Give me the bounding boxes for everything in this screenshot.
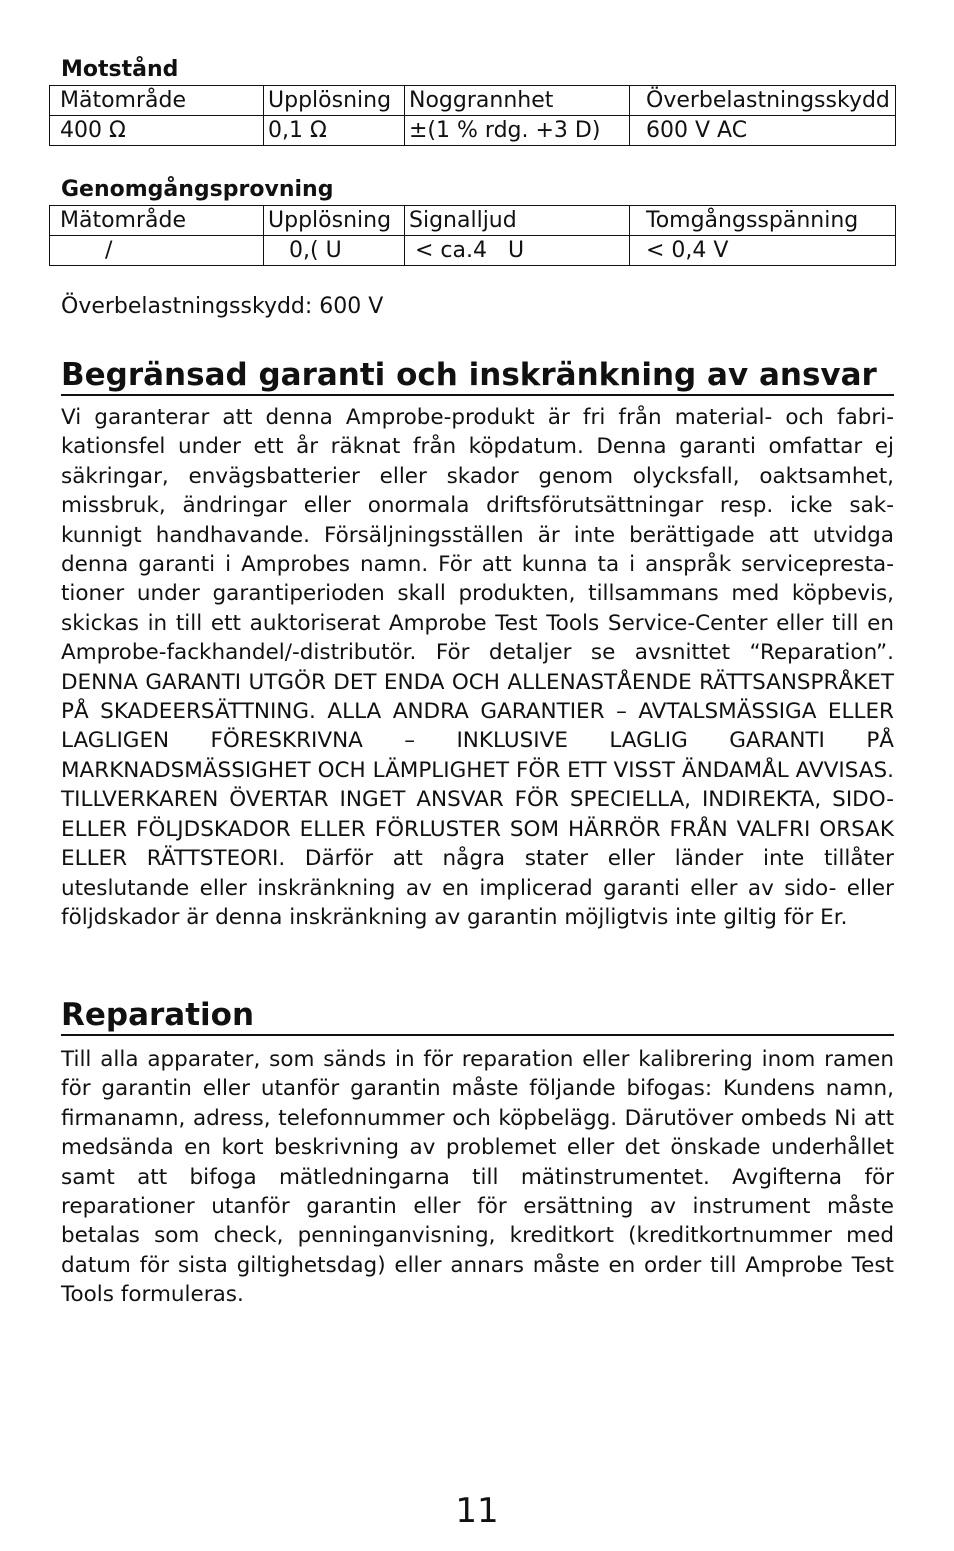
header-cell: Noggrannhet [405, 86, 630, 116]
page-number: 11 [455, 1491, 499, 1531]
resistance-table [49, 85, 896, 146]
table-cell: 0,1 Ω [264, 116, 405, 146]
table-cell: 400 Ω [50, 116, 264, 146]
repair-heading: Reparation [61, 996, 894, 1036]
table-cell: 600 V AC [630, 116, 896, 146]
table-cell: < ca.4 U [405, 236, 630, 266]
header-cell: Signalljud [405, 206, 630, 236]
table-header-row [50, 206, 896, 236]
table-row [50, 116, 896, 146]
table-cell: < 0,4 V [630, 236, 896, 266]
header-cell: Mätområde [50, 86, 264, 116]
header-cell: Upplösning [264, 86, 405, 116]
continuity-table [49, 205, 896, 266]
table-header-row [50, 86, 896, 116]
repair-text: Till alla apparater, som sänds in för reparation eller kalibrering inom ramen för garantin eller utanför garantin måste följande bifogas: Kundens namn, firmanamn, adress, telefonnummer och köpbelägg. Därutöver ombeds Ni att medsända en kort beskrivning av problemet eller det önskade underhållet samt att bifoga mätledningarna till mätinstrumentet. Avgifterna för reparationer utanför garantin eller för ersättning av instrument måste betalas som check, penninganvisning, kreditkort (kreditkortnummer med datum för sista giltighetsdag) eller annars måste en order till Amprobe Test Tools formuleras. [61, 1047, 894, 1308]
header-cell: Tomgångsspänning [630, 206, 896, 236]
table-cell: ±(1 % rdg. +3 D) [405, 116, 630, 146]
overload-protection-note: Överbelastningsskydd: 600 V [61, 294, 384, 319]
warranty-heading: Begränsad garanti och inskränkning av ansvar [61, 356, 894, 396]
resistance-table-title: Motstånd [61, 57, 179, 82]
header-cell: Mätområde [50, 206, 264, 236]
table-cell: 0,( U [264, 236, 405, 266]
table-cell: / [50, 236, 264, 266]
warranty-text: Vi garanterar att denna Amprobe-produkt är fri från material- och fabrikationsfel under ett år räknat från köpdatum. Denna garanti omfattar ej säkringar, envägsbatterier eller skador genom olycksfall, oaktsamhet, missbruk, ändringar eller onormala driftsförutsättningar resp. icke sakkunnigt handhavande. Försäljningsställen är inte berättigade att utvidga denna garanti i Amprobes namn. För att kunna ta i anspråk serviceprestationer under garantiperioden skall produkten, tillsammans med köpbevis, skickas in till ett auktoriserat Amprobe Test Tools Service-Center eller till en Amprobe-fackhandel/-distributör. För detaljer se avsnittet “Reparation”. DENNA GARANTI UTGÖR DET ENDA OCH ALLENASTÅENDE RÄTTSANSPRÅKET PÅ SKADEERSÄTTNING. ALLA ANDRA GARANTIER – AVTALSMÄSSIGA ELLER LAGLIGEN FÖRESKRIVNA – INKLUSIVE LAGLIG GARANTI PÅ MARKNADSMÄSSIGHET OCH LÄMPLIGHET FÖR ETT VISST ÄNDAMÅL AVVISAS. TILLVERKAREN ÖVERTAR INGET ANSVAR FÖR SPECIELLA, INDIREKTA, SIDO- ELLER FÖLJDSKADOR ELLER FÖRLUSTER SOM HÄRRÖR FRÅN VALFRI ORSAK ELLER RÄTTSTEORI. Därför att några stater eller länder inte tillåter uteslutande eller inskränkning av en implicerad garanti eller av sido- eller följdskador är denna inskränkning av garantin möjligtvis inte giltig för Er. [61, 405, 894, 930]
table-row [50, 236, 896, 266]
header-cell: Upplösning [264, 206, 405, 236]
header-cell: Överbelastningsskydd [630, 86, 896, 116]
continuity-table-title: Genomgångsprovning [61, 177, 334, 202]
